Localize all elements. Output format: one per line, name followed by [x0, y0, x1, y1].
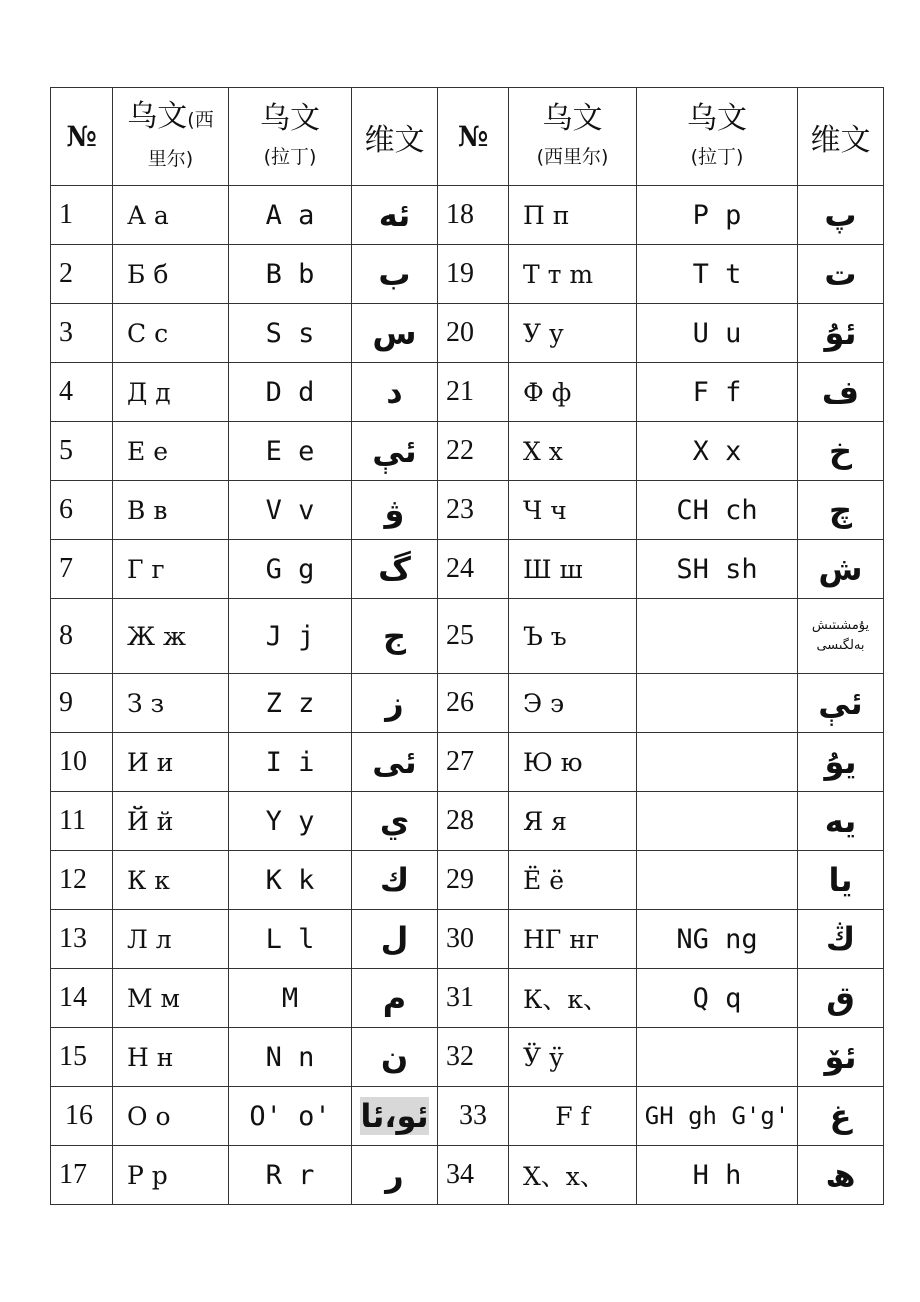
cell-number-2: 18	[438, 186, 509, 245]
cell-latin-2: NG ng	[637, 910, 798, 969]
cell-uyghur: ز	[352, 674, 438, 733]
cell-cyrillic-2: П п	[509, 186, 637, 245]
cell-number: 9	[51, 674, 113, 733]
cell-cyrillic: Б б	[113, 245, 229, 304]
cell-number-2: 20	[438, 304, 509, 363]
cell-latin: D d	[229, 363, 352, 422]
table-row	[51, 851, 884, 910]
cell-cyrillic-2: Х、х、	[509, 1146, 637, 1205]
header-latin-2: 乌文 (拉丁)	[637, 88, 798, 186]
cell-cyrillic-2: К、к、	[509, 969, 637, 1028]
cell-uyghur: س	[352, 304, 438, 363]
table-row	[51, 304, 884, 363]
header-uyghur-2: 维文	[798, 88, 884, 186]
cell-cyrillic: Л л	[113, 910, 229, 969]
cell-number-2: 26	[438, 674, 509, 733]
cell-latin: R r	[229, 1146, 352, 1205]
cell-uyghur-2: خ	[798, 422, 884, 481]
cell-cyrillic: М м	[113, 969, 229, 1028]
cell-latin-2	[637, 674, 798, 733]
cell-number: 2	[51, 245, 113, 304]
cell-number-2: 28	[438, 792, 509, 851]
cell-number-2: 29	[438, 851, 509, 910]
cell-cyrillic-2: F f	[509, 1087, 637, 1146]
cell-uyghur: ج	[352, 599, 438, 674]
cell-uyghur: ئە	[352, 186, 438, 245]
cell-cyrillic: И и	[113, 733, 229, 792]
header-uyghur: 维文	[352, 88, 438, 186]
cell-latin-2: Q q	[637, 969, 798, 1028]
cell-cyrillic-2: Я я	[509, 792, 637, 851]
cell-latin: B b	[229, 245, 352, 304]
cell-cyrillic: К к	[113, 851, 229, 910]
cell-cyrillic-2: Ш ш	[509, 540, 637, 599]
cell-uyghur: ل	[352, 910, 438, 969]
cell-latin: S s	[229, 304, 352, 363]
cell-number-2: 25	[438, 599, 509, 674]
cell-cyrillic: В в	[113, 481, 229, 540]
cell-number: 3	[51, 304, 113, 363]
cell-number: 6	[51, 481, 113, 540]
cell-uyghur-2: ق	[798, 969, 884, 1028]
table-row	[51, 969, 884, 1028]
cell-uyghur: ئى	[352, 733, 438, 792]
cell-number: 1	[51, 186, 113, 245]
cell-latin: Z z	[229, 674, 352, 733]
cell-cyrillic: Е е	[113, 422, 229, 481]
cell-cyrillic-2: Х х	[509, 422, 637, 481]
table-row	[51, 481, 884, 540]
cell-number: 12	[51, 851, 113, 910]
cell-cyrillic: С с	[113, 304, 229, 363]
cell-uyghur-2: يۇ	[798, 733, 884, 792]
cell-latin: I i	[229, 733, 352, 792]
cell-cyrillic: Й й	[113, 792, 229, 851]
cell-latin: Y y	[229, 792, 352, 851]
cell-latin-2	[637, 733, 798, 792]
cell-uyghur-2: چ	[798, 481, 884, 540]
cell-uyghur-2: غ	[798, 1087, 884, 1146]
cell-latin-2	[637, 792, 798, 851]
alphabet-table	[50, 87, 884, 1205]
cell-latin-2: SH sh	[637, 540, 798, 599]
cell-cyrillic-2: Ъ ъ	[509, 599, 637, 674]
cell-cyrillic-2: Ч ч	[509, 481, 637, 540]
cell-latin-2: T t	[637, 245, 798, 304]
cell-uyghur	[352, 1087, 438, 1146]
cell-uyghur: ك	[352, 851, 438, 910]
cell-number: 7	[51, 540, 113, 599]
highlighted-letter: ئو،ئا	[360, 1097, 429, 1135]
table-row	[51, 186, 884, 245]
cell-number-2: 22	[438, 422, 509, 481]
table-row	[51, 599, 884, 674]
cell-uyghur-2: پ	[798, 186, 884, 245]
cell-number-2: 24	[438, 540, 509, 599]
cell-uyghur-2: ئۆ	[798, 1028, 884, 1087]
cell-uyghur: ۋ	[352, 481, 438, 540]
cell-uyghur-2: ڭ	[798, 910, 884, 969]
cell-cyrillic: З з	[113, 674, 229, 733]
cell-cyrillic: Р р	[113, 1146, 229, 1205]
header-latin: 乌文 (拉丁)	[229, 88, 352, 186]
table-row	[51, 245, 884, 304]
cell-latin: K k	[229, 851, 352, 910]
cell-latin-2: F f	[637, 363, 798, 422]
cell-latin-2	[637, 851, 798, 910]
cell-uyghur: ن	[352, 1028, 438, 1087]
cell-latin: E e	[229, 422, 352, 481]
cell-number-2: 23	[438, 481, 509, 540]
cell-uyghur-2: ئۇ	[798, 304, 884, 363]
table-row	[51, 422, 884, 481]
cell-number: 16	[51, 1087, 113, 1146]
cell-cyrillic-2: НГ нг	[509, 910, 637, 969]
cell-cyrillic-2: Ӱ ӱ	[509, 1028, 637, 1087]
cell-number: 4	[51, 363, 113, 422]
cell-uyghur-2: ش	[798, 540, 884, 599]
table-row	[51, 1146, 884, 1205]
cell-latin-2: P p	[637, 186, 798, 245]
cell-uyghur-2: ف	[798, 363, 884, 422]
cell-uyghur: ب	[352, 245, 438, 304]
cell-cyrillic-2: Ё ё	[509, 851, 637, 910]
cell-uyghur: ر	[352, 1146, 438, 1205]
header-cyrillic: 乌文(西 里尔)	[113, 88, 229, 186]
table-row	[51, 674, 884, 733]
table-row	[51, 733, 884, 792]
cell-latin: N n	[229, 1028, 352, 1087]
cell-cyrillic: Д д	[113, 363, 229, 422]
cell-number: 14	[51, 969, 113, 1028]
cell-number: 13	[51, 910, 113, 969]
cell-cyrillic-2: Э э	[509, 674, 637, 733]
cell-latin-2	[637, 1028, 798, 1087]
cell-uyghur-2: يە	[798, 792, 884, 851]
cell-uyghur: ئې	[352, 422, 438, 481]
header-no-2: №	[438, 88, 509, 186]
cell-number: 11	[51, 792, 113, 851]
cell-latin: G g	[229, 540, 352, 599]
header-row	[51, 88, 884, 186]
cell-cyrillic-2: Ю ю	[509, 733, 637, 792]
cell-number-2: 32	[438, 1028, 509, 1087]
cell-cyrillic-2: Т т m	[509, 245, 637, 304]
cell-latin: O' o'	[229, 1087, 352, 1146]
cell-cyrillic: А а	[113, 186, 229, 245]
cell-cyrillic-2: Ф ф	[509, 363, 637, 422]
cell-latin: A a	[229, 186, 352, 245]
cell-latin-2: H h	[637, 1146, 798, 1205]
table-row	[51, 1087, 884, 1146]
cell-uyghur-2: يا	[798, 851, 884, 910]
table-row	[51, 540, 884, 599]
cell-latin: M	[229, 969, 352, 1028]
table-row	[51, 910, 884, 969]
cell-number: 5	[51, 422, 113, 481]
cell-number-2: 27	[438, 733, 509, 792]
cell-number: 15	[51, 1028, 113, 1087]
header-no: №	[51, 88, 113, 186]
cell-number: 10	[51, 733, 113, 792]
cell-uyghur: ي	[352, 792, 438, 851]
cell-latin: L l	[229, 910, 352, 969]
cell-uyghur: گ	[352, 540, 438, 599]
cell-latin-2: X x	[637, 422, 798, 481]
cell-uyghur-2: ھ	[798, 1146, 884, 1205]
cell-cyrillic: О о	[113, 1087, 229, 1146]
cell-number-2: 19	[438, 245, 509, 304]
table-row	[51, 1028, 884, 1087]
cell-number-2: 31	[438, 969, 509, 1028]
cell-number-2: 21	[438, 363, 509, 422]
cell-uyghur-2: ئې	[798, 674, 884, 733]
header-cyrillic-2: 乌文 (西里尔)	[509, 88, 637, 186]
cell-latin-2: GH gh G'g'	[637, 1087, 798, 1146]
cell-latin: V v	[229, 481, 352, 540]
cell-cyrillic: Н н	[113, 1028, 229, 1087]
cell-number: 17	[51, 1146, 113, 1205]
table-row	[51, 363, 884, 422]
table-row	[51, 792, 884, 851]
cell-latin: J j	[229, 599, 352, 674]
cell-cyrillic: Ж ж	[113, 599, 229, 674]
cell-uyghur-2: ت	[798, 245, 884, 304]
cell-uyghur: م	[352, 969, 438, 1028]
cell-cyrillic-2: У у	[509, 304, 637, 363]
cell-number-2: 33	[438, 1087, 509, 1146]
cell-uyghur-2: يۇمشىتىش بەلگىسى	[798, 599, 884, 674]
cell-latin-2: CH ch	[637, 481, 798, 540]
cell-uyghur: د	[352, 363, 438, 422]
cell-number-2: 34	[438, 1146, 509, 1205]
cell-latin-2	[637, 599, 798, 674]
cell-number-2: 30	[438, 910, 509, 969]
cell-number: 8	[51, 599, 113, 674]
cell-latin-2: U u	[637, 304, 798, 363]
cell-cyrillic: Г г	[113, 540, 229, 599]
